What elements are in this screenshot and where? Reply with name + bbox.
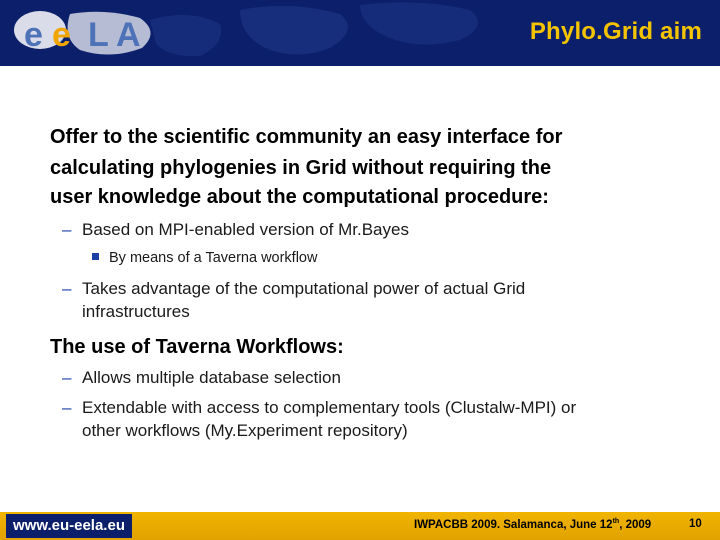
dash-bullet: –	[62, 220, 72, 239]
paragraph-line: user knowledge about the computational procedure:	[50, 186, 549, 208]
svg-text:e: e	[24, 16, 43, 54]
conference-sup: th	[612, 518, 620, 525]
bullet-text: Based on MPI-enabled version of Mr.Bayes	[82, 220, 409, 239]
sub-bullet-text: By means of a Taverna workflow	[109, 250, 318, 266]
conference-info	[414, 518, 651, 531]
bullet-text-line: infrastructures	[82, 302, 190, 321]
bullet-text-line: other workflows (My.Experiment repository)	[82, 421, 408, 440]
heading-taverna: The use of Taverna Workflows:	[50, 336, 344, 358]
sub-bullet-taverna	[92, 248, 317, 268]
bullet-text-line: Takes advantage of the computational power of actual Grid	[82, 279, 526, 298]
footer-bar	[0, 512, 720, 540]
conference-suffix: , 2009	[619, 518, 652, 531]
website-url: www.eu-eela.eu	[6, 514, 132, 538]
bullet-text-line: Extendable with access to complementary tools (Clustalw-MPI) or	[82, 398, 577, 417]
svg-text:L: L	[88, 16, 109, 54]
dash-bullet: –	[62, 368, 72, 387]
svg-text:A: A	[116, 16, 141, 54]
svg-text:e: e	[52, 16, 71, 54]
paragraph-line: Offer to the scientific community an easy interface for	[50, 126, 563, 148]
bullet-database	[62, 366, 341, 389]
bullet-takes-advantage	[62, 277, 525, 323]
paragraph-line: calculating phylogenies in Grid without requiring the	[50, 157, 552, 179]
page-number: 10	[689, 518, 702, 530]
bullet-extendable	[62, 396, 576, 442]
bullet-text: Allows multiple database selection	[82, 368, 341, 387]
conference-prefix: IWPACBB 2009. Salamanca, June 12	[414, 518, 613, 531]
bullet-mrbayes	[62, 218, 409, 241]
dash-bullet: –	[62, 279, 72, 298]
slide-title: Phylo.Grid aim	[529, 18, 702, 45]
dash-bullet: –	[62, 398, 72, 417]
square-bullet-icon	[92, 253, 99, 260]
